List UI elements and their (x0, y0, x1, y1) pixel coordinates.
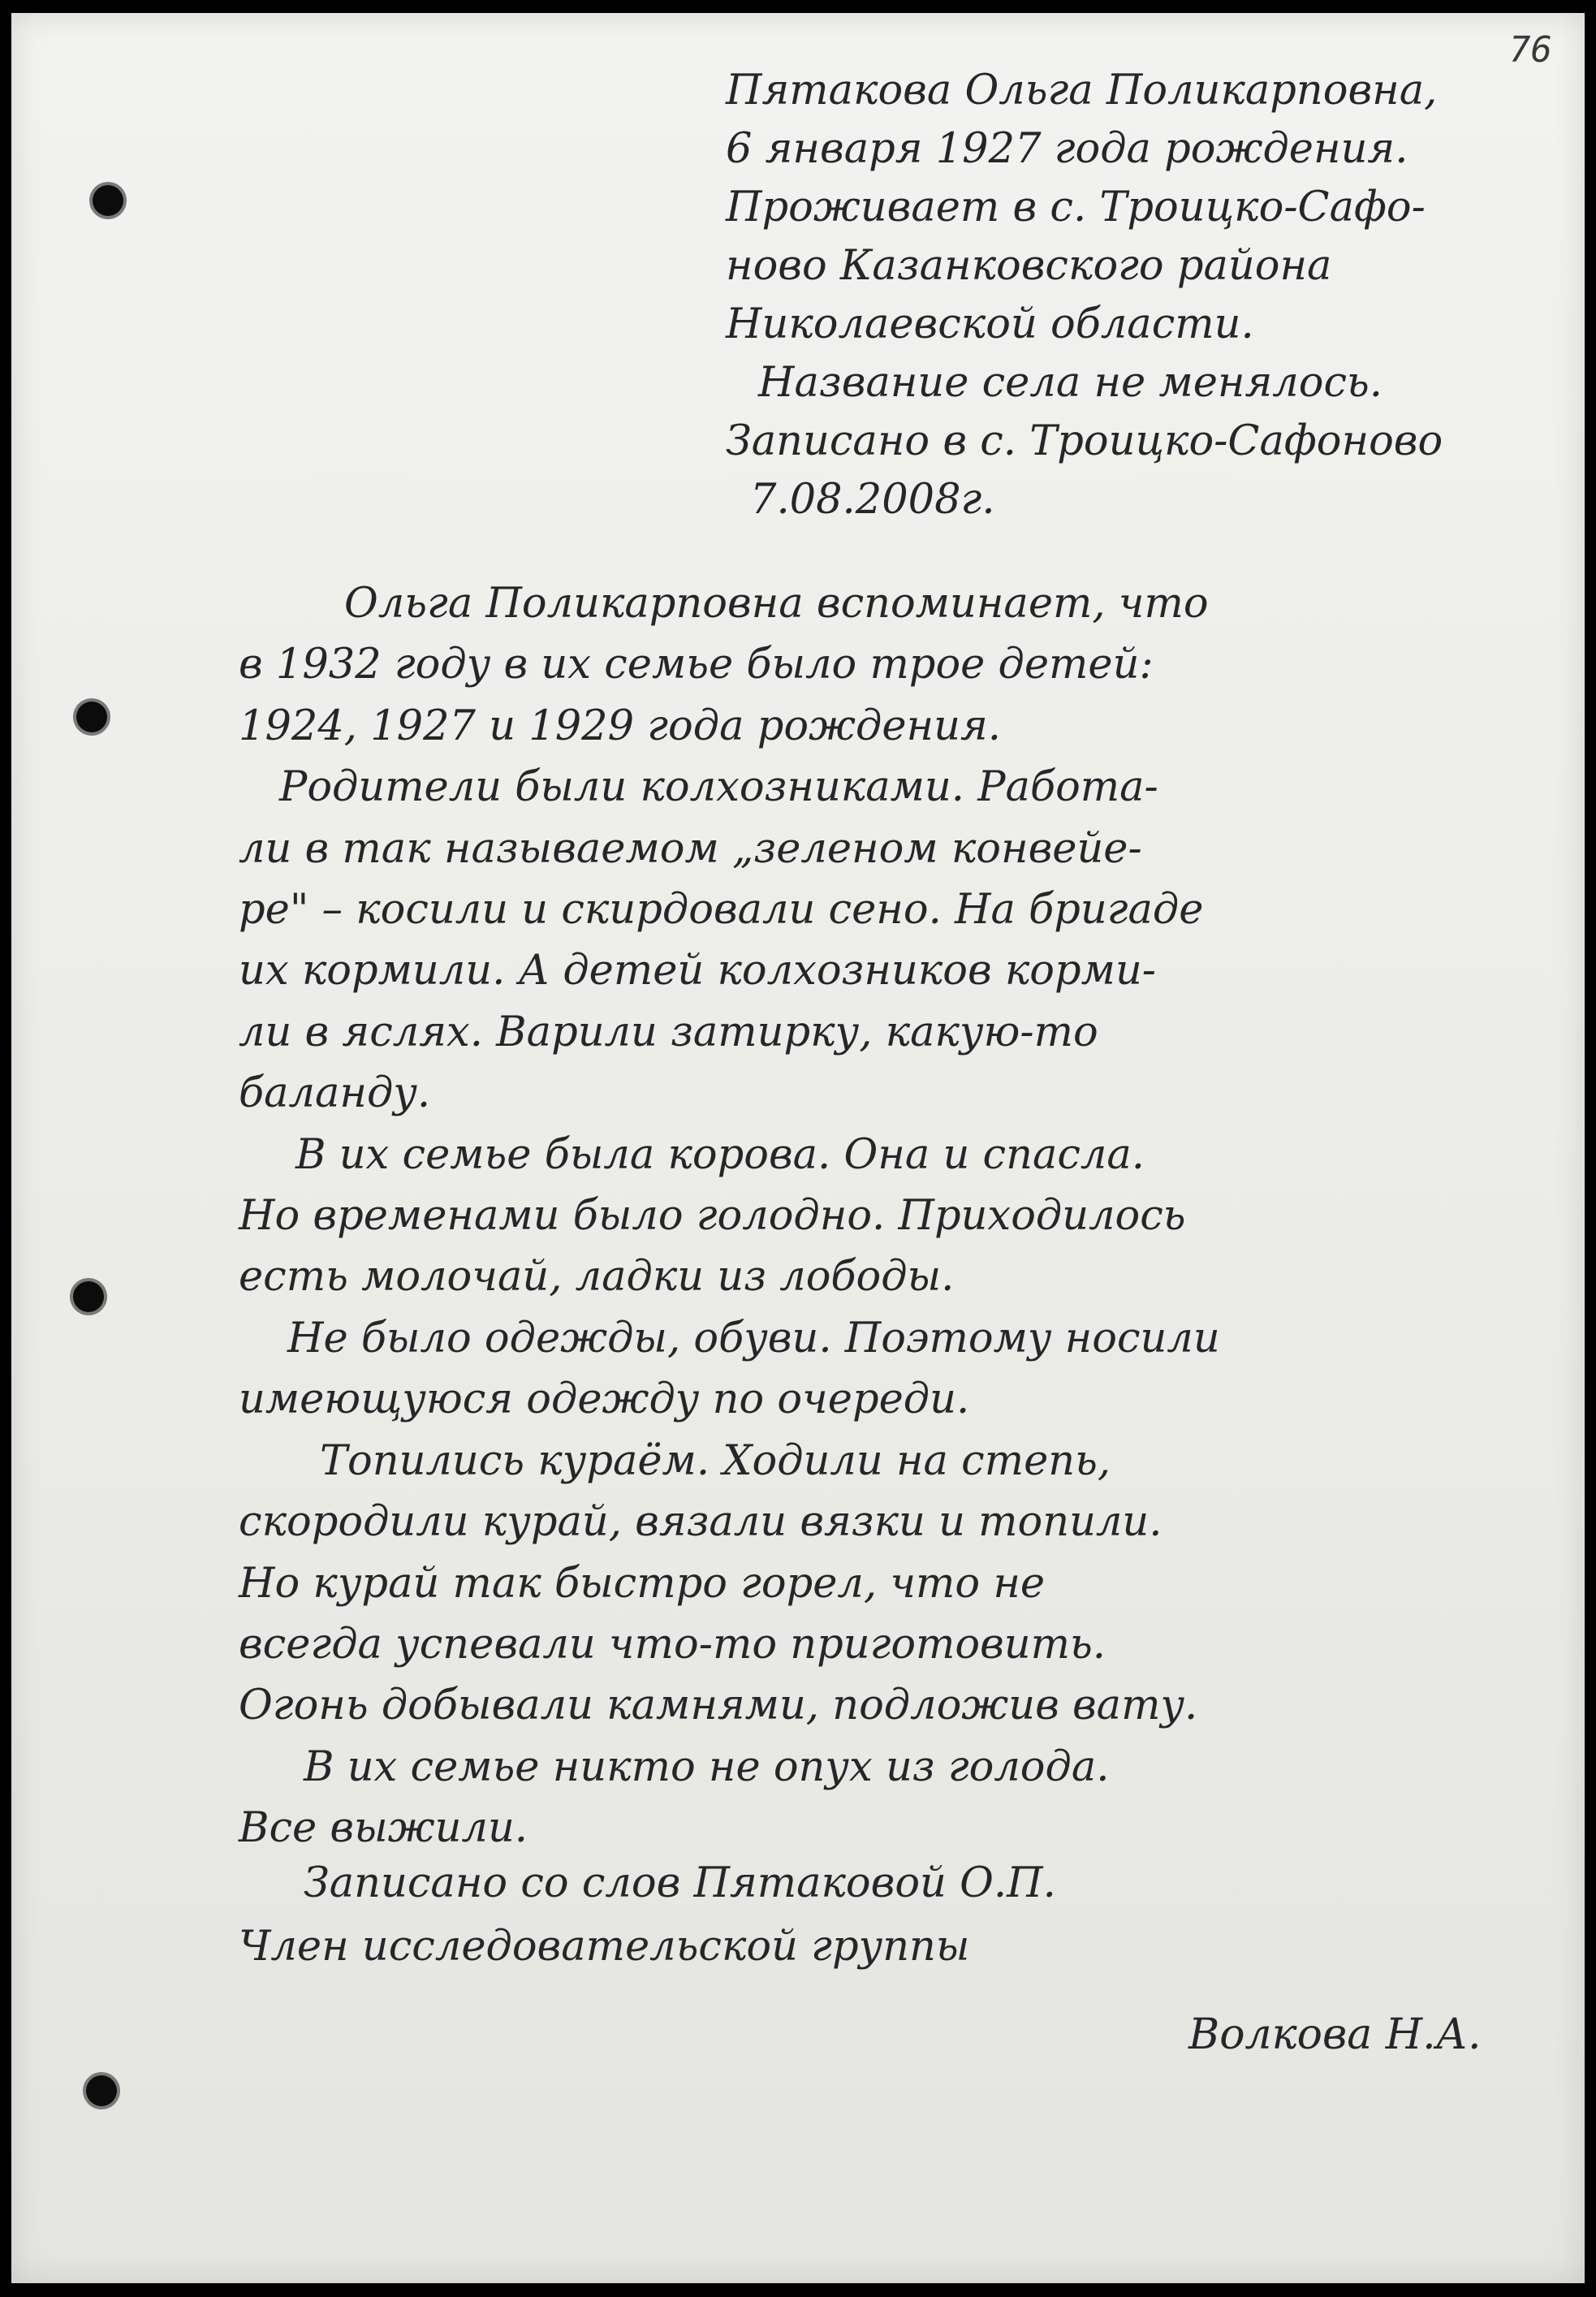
document-page (11, 13, 1585, 2283)
body-line: ли в яслях. Варили затирку, какую-то (239, 1008, 1098, 1056)
header-line: Николаевской области. (726, 300, 1254, 348)
body-line: ли в так называемом „зеленом конвейе- (239, 824, 1142, 873)
punch-hole (73, 1281, 104, 1312)
punch-hole (93, 185, 123, 216)
header-line: Записано в с. Троицко-Сафоново (726, 417, 1443, 465)
body-line: В их семье была корова. Она и спасла. (295, 1130, 1145, 1179)
body-line: Не было одежды, обуви. Поэтому носили (287, 1314, 1220, 1362)
header-line: Пятакова Ольга Поликарповна, (726, 67, 1438, 114)
body-line: в 1932 году в их семье было трое детей: (239, 641, 1154, 689)
header-line: ново Казанковского района (726, 242, 1332, 290)
body-line: Родители были колхозниками. Работа- (279, 763, 1158, 812)
header-line: 7.08.2008г. (750, 476, 995, 524)
header-line: Название села не менялось. (758, 359, 1382, 407)
punch-hole (86, 2075, 117, 2106)
header-line: Проживает в с. Троицко-Сафо- (726, 184, 1426, 231)
body-line: ре" – косили и скирдовали сено. На бригаде (239, 886, 1204, 935)
header-block (726, 62, 1443, 529)
body-line: баланду. (239, 1069, 431, 1118)
body-line: Но временами было голодно. Приходилось (239, 1192, 1186, 1241)
body-line: Но курай так быстро горел, что не (239, 1559, 1046, 1608)
body-line: В их семье никто не опух из голода. (304, 1742, 1110, 1791)
body-line: Все выжили. (239, 1804, 528, 1853)
footer-line: Записано со слов Пятаковой О.П. (304, 1859, 1056, 1907)
header-line: 6 января 1927 года рождения. (726, 125, 1408, 173)
body-text (239, 573, 1220, 1859)
body-line: скородили курай, вязали вязки и топили. (239, 1498, 1162, 1547)
footer-block (239, 1852, 1056, 1979)
body-line: Ольга Поликарповна вспоминает, что (344, 580, 1209, 628)
body-line: 1924, 1927 и 1929 года рождения. (239, 702, 1001, 750)
body-line: их кормили. А детей колхозников корми- (239, 947, 1157, 995)
body-line: имеющуюся одежду по очереди. (239, 1375, 970, 1424)
body-line: есть молочай, ладки из лободы. (239, 1253, 955, 1302)
signature: Волкова Н.А. (1188, 2010, 1482, 2059)
body-line: Топились кураём. Ходили на степь, (320, 1436, 1111, 1485)
body-line: Огонь добывали камнями, подложив вату. (239, 1682, 1198, 1730)
footer-line: Член исследовательской группы (239, 1923, 970, 1971)
punch-hole (76, 702, 107, 732)
body-line: всегда успевали что-то приготовить. (239, 1620, 1106, 1669)
page-number: 76 (1509, 29, 1552, 71)
